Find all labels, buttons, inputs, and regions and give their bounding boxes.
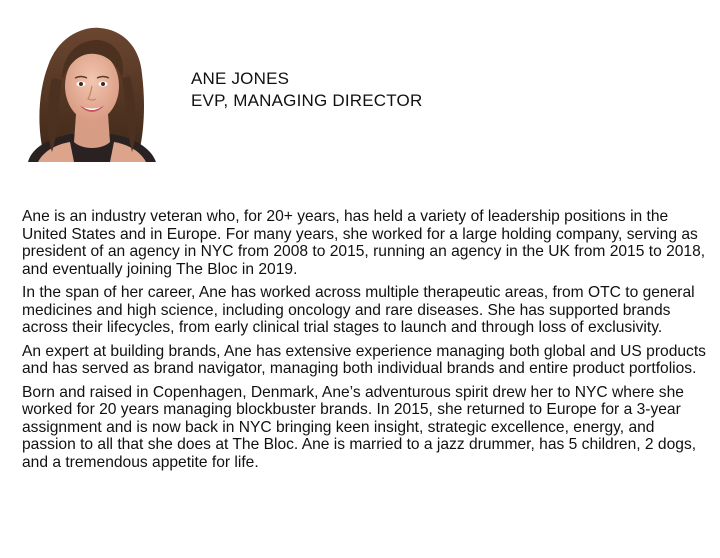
portrait-illustration	[22, 22, 158, 162]
profile-header	[191, 68, 422, 112]
bio-paragraph: Ane is an industry veteran who, for 20+ years, has held a variety of leadership positions in the United States and in Europe. For many years, she worked for a large holding company, serving as president of an agency in NYC from 2008 to 2015, running an agency in the UK from 2015 to 2018, and eventually joining The Bloc in 2019.	[22, 208, 706, 278]
bio-section	[22, 208, 706, 477]
bio-paragraph: Born and raised in Copenhagen, Denmark, Ane’s adventurous spirit drew her to NYC where she worked for 20 years managing blockbuster brands. In 2015, she returned to Europe for a 3-year assignment and is now back in NYC bringing keen insight, strategic excellence, energy, and passion to all that she does at The Bloc. Ane is married to a jazz drummer, has 5 children, 2 dogs, and a tremendous appetite for life.	[22, 383, 697, 471]
bio-paragraph: In the span of her career, Ane has worked across multiple therapeutic areas, from OTC to general medicines and high science, including oncology and rare diseases. She has supported brands across their lifecycles, from early clinical trial stages to launch and through loss of exclusivity.	[22, 284, 695, 336]
bio-paragraph: An expert at building brands, Ane has extensive experience managing both global and US products and has served as brand navigator, managing both individual brands and entire product portfolios.	[22, 342, 706, 377]
profile-title: EVP, MANAGING DIRECTOR	[191, 91, 423, 110]
profile-name: ANE JONES	[191, 69, 290, 88]
profile-photo	[22, 22, 158, 162]
